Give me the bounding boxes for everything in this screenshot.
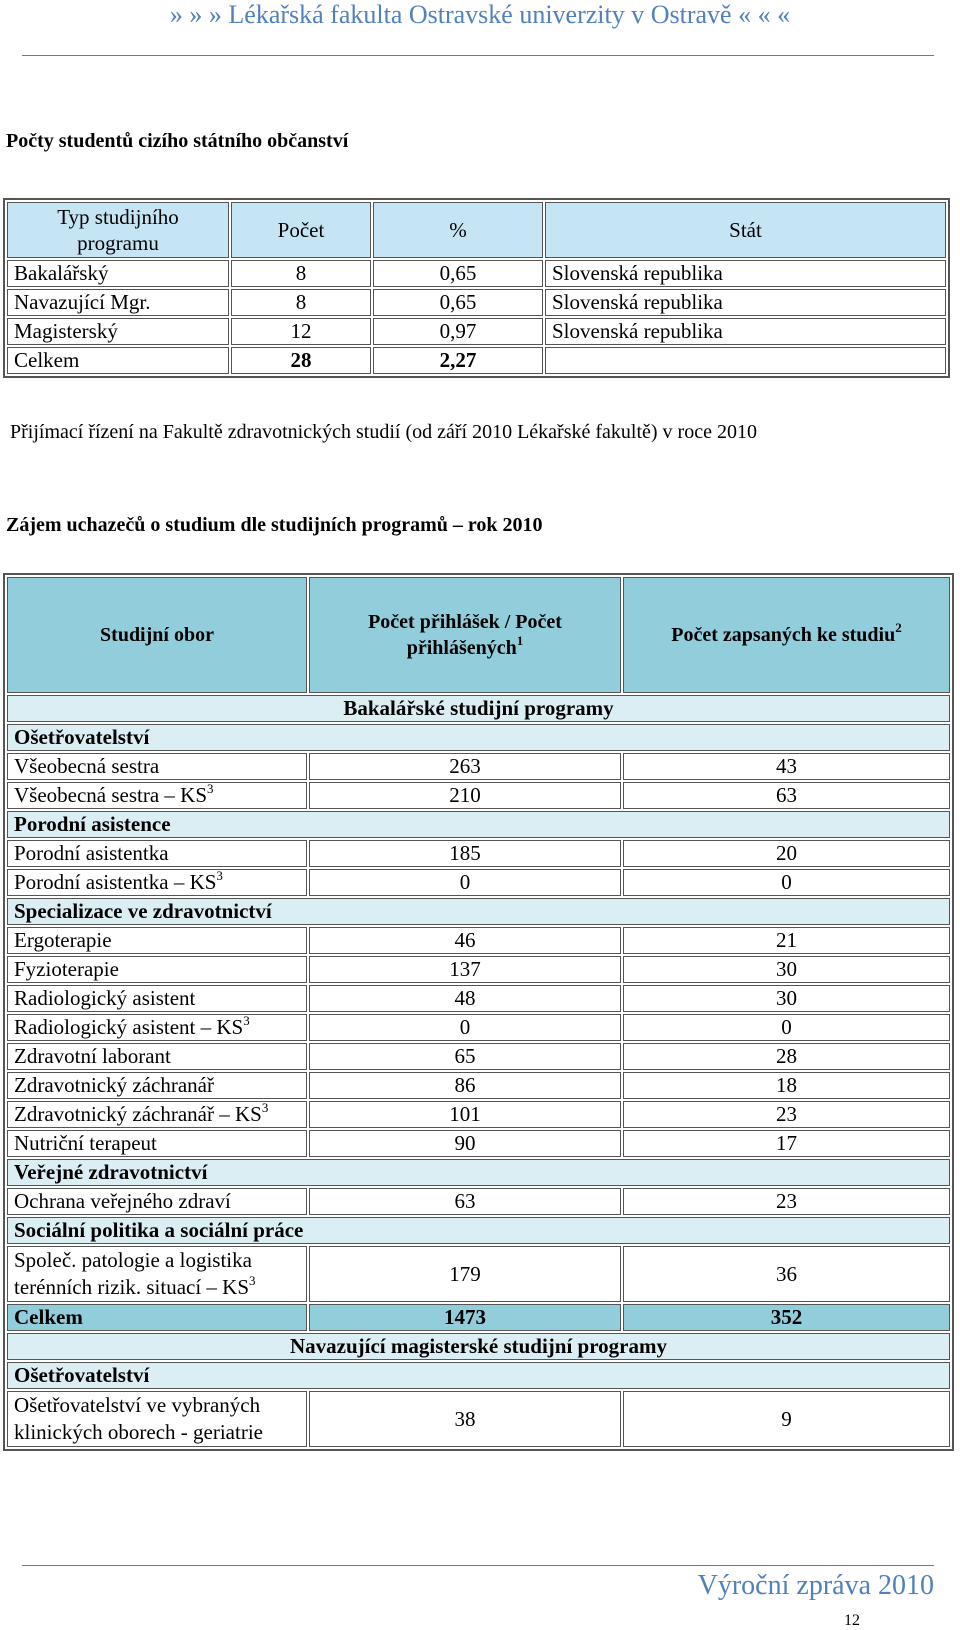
enrolled-count: 21 [623,927,950,954]
category-label: Porodní asistence [7,811,950,838]
field-of-study [7,869,307,896]
field-of-study [7,1101,307,1128]
footnote-marker: 3 [216,868,223,883]
applicants-table [3,573,954,1451]
field-label: Radiologický asistent – KS [14,1015,244,1039]
enrolled-count: 18 [623,1072,950,1099]
enrolled-count: 30 [623,956,950,983]
table-cell: 0,97 [373,318,543,345]
category-row [7,724,950,751]
category-row [7,1217,950,1244]
footnote-marker: 2 [895,620,902,635]
table-row [7,753,950,780]
footnote-marker: 1 [516,633,524,648]
footnote-marker: 3 [249,1273,256,1288]
field-of-study [7,1188,307,1215]
enrolled-count: 0 [623,1014,950,1041]
table-row [7,1043,950,1070]
total-cell: Celkem [7,347,229,374]
enrolled-count: 30 [623,985,950,1012]
category-row [7,1362,950,1389]
footnote-marker: 3 [261,1100,269,1115]
field-of-study [7,1391,307,1447]
field-label: Zdravotní laborant [14,1044,171,1068]
enrolled-count: 0 [623,869,950,896]
field-of-study [7,1072,307,1099]
table-row [7,927,950,954]
field-label: Zdravotnický záchranář – KS [14,1102,262,1126]
footnote-marker: 3 [207,781,214,796]
field-label: Ergoterapie [14,928,112,952]
field-of-study [7,1304,307,1331]
field-label: Zdravotnický záchranář [14,1073,214,1097]
total-row [7,347,946,374]
column-header: Stát [545,202,946,258]
category-label: Veřejné zdravotnictví [7,1159,950,1186]
field-label: Ošetřovatelství ve vybraných klinických oborech - geriatrie [14,1393,263,1444]
total-cell: 2,27 [373,347,543,374]
field-of-study [7,753,307,780]
enrolled-count: 28 [623,1043,950,1070]
table-cell: 8 [231,260,371,287]
table-row [7,1391,950,1447]
field-of-study [7,1246,307,1302]
table-cell: Magisterský [7,318,229,345]
table-row [7,782,950,809]
column-header: Typ studijního programu [7,202,229,258]
program-section-label: Navazující magisterské studijní programy [7,1333,950,1360]
field-of-study [7,956,307,983]
table-cell: 12 [231,318,371,345]
admission-intro: Přijímací řízení na Fakultě zdravotnických studií (od září 2010 Lékařské fakultě) v roce 2010 [10,421,757,443]
table-row [7,1246,950,1302]
column-header [309,577,621,693]
applications-count: 90 [309,1130,621,1157]
table-cell: Navazující Mgr. [7,289,229,316]
field-label: Radiologický asistent [14,986,196,1010]
table-header-row [7,577,950,693]
page-number: 12 [844,1612,860,1629]
table-row [7,289,946,316]
category-label: Specializace ve zdravotnictví [7,898,950,925]
column-header [623,577,950,693]
applications-count: 38 [309,1391,621,1447]
category-label: Ošetřovatelství [7,724,950,751]
table-row [7,1130,950,1157]
applicants-heading: Zájem uchazečů o studium dle studijních programů – rok 2010 [6,514,543,536]
enrolled-count: 23 [623,1188,950,1215]
category-row [7,898,950,925]
total-cell [545,347,946,374]
applications-count: 137 [309,956,621,983]
column-header-label: Počet přihlášek / Počet přihlášených [368,611,562,659]
field-of-study [7,1014,307,1041]
enrolled-count: 20 [623,840,950,867]
total-cell: 28 [231,347,371,374]
field-of-study [7,985,307,1012]
table-row [7,260,946,287]
total-row [7,1304,950,1331]
table-row [7,985,950,1012]
applications-count: 101 [309,1101,621,1128]
table-cell: Slovenská republika [545,289,946,316]
category-label: Ošetřovatelství [7,1362,950,1389]
field-of-study [7,927,307,954]
enrolled-count: 17 [623,1130,950,1157]
column-header [7,577,307,693]
field-of-study [7,1130,307,1157]
applications-count: 48 [309,985,621,1012]
field-of-study [7,840,307,867]
field-label: Ochrana veřejného zdraví [14,1189,231,1213]
field-label: Porodní asistentka [14,841,169,865]
footer-divider [22,1565,934,1566]
field-label: Nutriční terapeut [14,1131,157,1155]
table-row [7,1014,950,1041]
applications-count: 179 [309,1246,621,1302]
category-row [7,1159,950,1186]
table-row [7,1072,950,1099]
field-of-study [7,1043,307,1070]
foreign-students-heading: Počty studentů cizího státního občanství [6,130,349,152]
table-row [7,840,950,867]
applications-count: 0 [309,869,621,896]
field-label: Porodní asistentka – KS [14,870,217,894]
field-label: Společ. patologie a logistika terénních rizik. situací – KS [14,1248,252,1299]
applications-count: 65 [309,1043,621,1070]
table-header-row [7,202,946,258]
category-row [7,811,950,838]
table-cell: 8 [231,289,371,316]
field-label: Celkem [14,1305,83,1329]
enrolled-count: 36 [623,1246,950,1302]
category-label: Sociální politika a sociální práce [7,1217,950,1244]
table-row [7,1101,950,1128]
applications-count: 46 [309,927,621,954]
document-header-title: » » » Lékařská fakulta Ostravské univerzity v Ostravě « « « [169,0,791,29]
foreign-students-table [3,198,950,378]
table-cell: 0,65 [373,260,543,287]
column-header: % [373,202,543,258]
applications-count: 263 [309,753,621,780]
applications-count: 63 [309,1188,621,1215]
applications-count: 0 [309,1014,621,1041]
applications-count: 86 [309,1072,621,1099]
column-header-label: Počet zapsaných ke studiu [671,624,896,646]
table-cell: Slovenská republika [545,260,946,287]
column-header-label: Studijní obor [100,624,214,646]
column-header: Počet [231,202,371,258]
enrolled-count: 352 [623,1304,950,1331]
enrolled-count: 9 [623,1391,950,1447]
footnote-marker: 3 [243,1013,250,1028]
applications-count: 185 [309,840,621,867]
table-cell: Slovenská republika [545,318,946,345]
field-label: Fyzioterapie [14,957,119,981]
table-row [7,956,950,983]
applications-count: 210 [309,782,621,809]
enrolled-count: 43 [623,753,950,780]
table-row [7,318,946,345]
enrolled-count: 63 [623,782,950,809]
table-row [7,869,950,896]
header-divider [22,55,934,56]
applications-count: 1473 [309,1304,621,1331]
field-label: Všeobecná sestra [14,754,160,778]
program-section-row [7,695,950,722]
program-section-label: Bakalářské studijní programy [7,695,950,722]
enrolled-count: 23 [623,1101,950,1128]
table-cell: Bakalářský [7,260,229,287]
footer-title: Výroční zpráva 2010 [697,1570,934,1601]
field-of-study [7,782,307,809]
program-section-row [7,1333,950,1360]
table-cell: 0,65 [373,289,543,316]
field-label: Všeobecná sestra – KS [14,783,208,807]
table-row [7,1188,950,1215]
